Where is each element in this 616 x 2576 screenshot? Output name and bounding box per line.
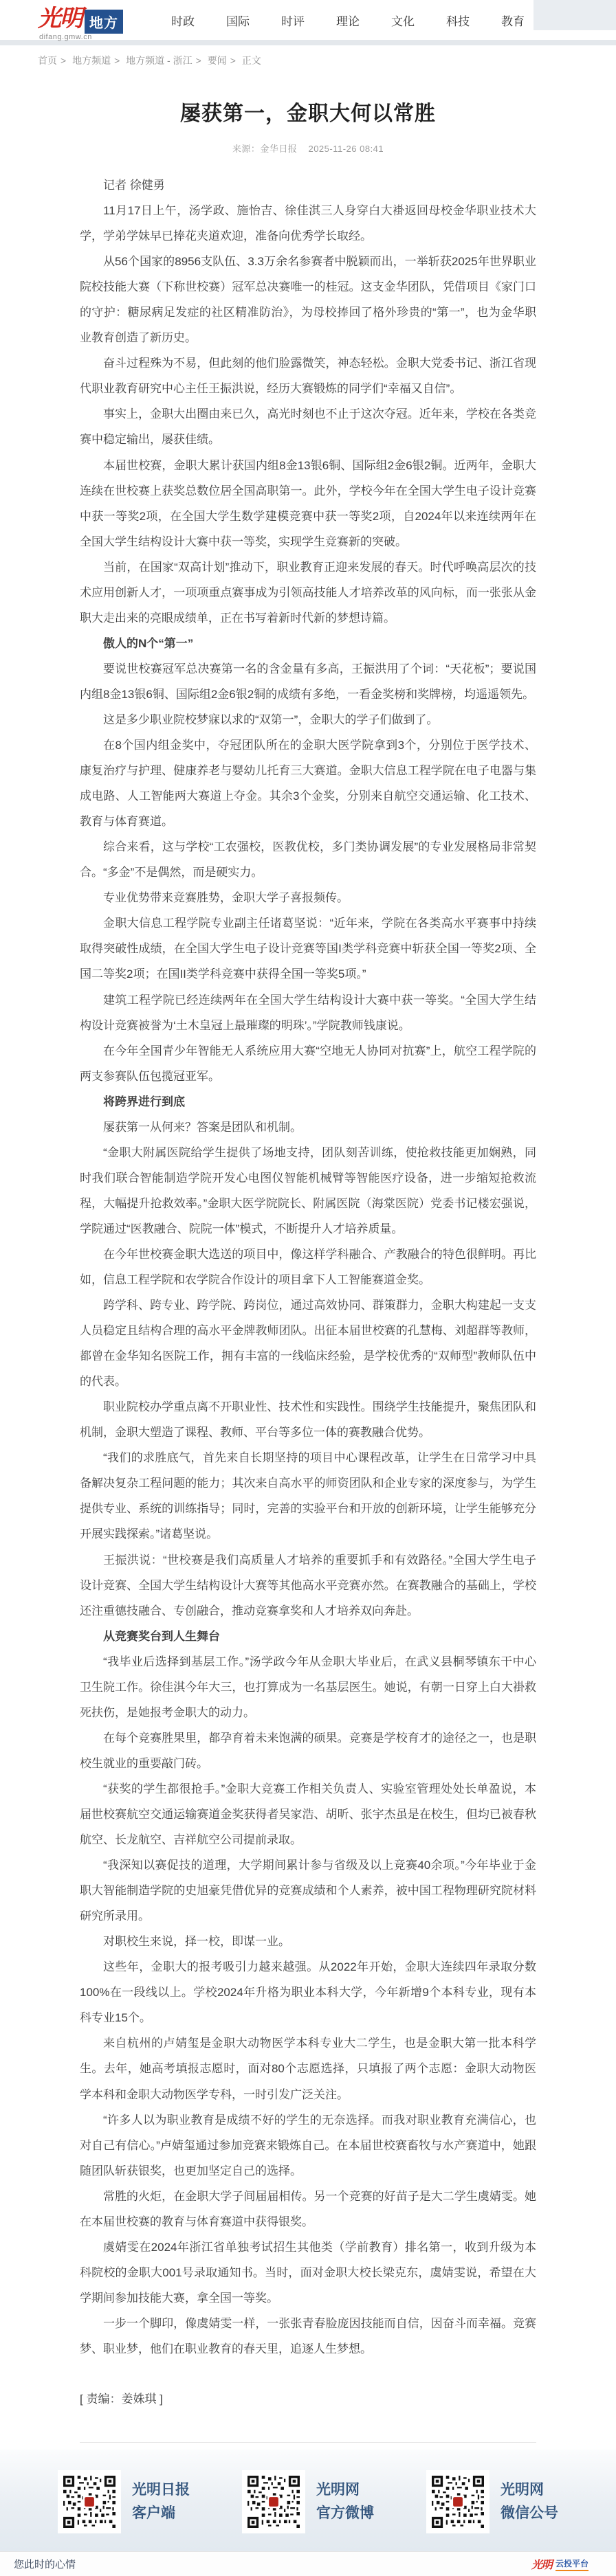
qr-card-label xyxy=(500,2478,558,2524)
article-paragraph: 从56个国家的8956支队伍、3.3万余名参赛者中脱颖而出，一举斩获2025年世界职业院校技能大赛（下称世校赛）冠军总决赛唯一的桂冠。这支金华团队，凭借项目《家门口的守护：糖尿病足发症的社区精准防治》，为母校捧回了格外珍贵的“第一”，也为金华职业教育创造了新历史。 xyxy=(80,255,536,345)
nav-item[interactable]: 科技 xyxy=(446,14,470,28)
article-paragraph: 屡获第一从何来？答案是团队和机制。 xyxy=(103,1120,302,1134)
article-paragraph: “我们的求胜底气，首先来自长期坚持的项目中心课程改革，让学生在日常学习中具备解决复杂工程问题的能力；其次来自高水平的师资团队和企业专家的深度参与，为学生提供专业、系统的训练指导；同时，完善的实验平台和开放的创新环境，让学生能够充分开展实践探索。”诸葛坚说。 xyxy=(80,1451,536,1541)
header-right-panel xyxy=(534,0,616,30)
breadcrumb-separator: > xyxy=(114,55,120,66)
article-paragraph: 从竞赛奖台到人生舞台 xyxy=(103,1629,220,1643)
qr-card xyxy=(426,2470,558,2533)
article-container xyxy=(0,74,616,2450)
bottom-bar xyxy=(0,2551,616,2576)
article-paragraph: “获奖的学生都很抢手。”金职大竞赛工作相关负责人、实验室管理处处长单盈说，本届世校赛航空交通运输赛道金奖获得者吴家浩、胡昕、张宇杰虽是在校生，但均已被春秋航空、长龙航空、吉祥航空公司提前录取。 xyxy=(80,1782,536,1847)
article-paragraph: 将跨界进行到底 xyxy=(103,1095,185,1108)
article-paragraph: “我毕业后选择到基层工作。”汤学政今年从金职大毕业后，在武义县桐琴镇东干中心卫生院工作。徐佳淇今年大三，也打算成为一名基层医生。她说，有朝一日穿上白大褂救死扶伤，是她报考金职大的动力。 xyxy=(80,1655,536,1719)
breadcrumb-link[interactable]: 首页 xyxy=(38,55,57,66)
article-footer-divider xyxy=(80,2442,536,2443)
article-paragraph: 常胜的火炬，在金职大学子间届届相传。另一个竞赛的好苗子是大二学生虞婧雯。她在本届世校赛的教育与体育赛道中获得银奖。 xyxy=(80,2189,536,2228)
qr-label-line2: 客户端 xyxy=(132,2505,175,2522)
source-label: 来源：金华日报 xyxy=(232,144,298,154)
site-header xyxy=(0,0,616,40)
article-paragraph: 综合来看，这与学校“工农强校，医教优校，多门类协调发展”的专业发展格局非常契合。“多金”不是偶然，而是硬实力。 xyxy=(80,840,536,880)
article-paragraph: [ 责编：姜姝琪 ] xyxy=(80,2393,163,2406)
page-title: 屡获第一，金职大何以常胜 xyxy=(180,102,436,125)
nav-item[interactable]: 教育 xyxy=(501,14,525,28)
article-paragraph: 在今年全国青少年智能无人系统应用大赛“空地无人协同对抗赛”上，航空工程学院的两支参赛队伍包揽冠亚军。 xyxy=(80,1044,536,1083)
article-paragraph: 事实上，金职大出圈由来已久，高光时刻也不止于这次夺冠。近年来，学校在各类竞赛中稳定输出，屡获佳绩。 xyxy=(80,407,536,447)
article-paragraph: 当前，在国家“双高计划”推动下，职业教育正迎来发展的春天。时代呼唤高层次的技术应用创新人才，一项项重点赛事成为引领高技能人才培养改革的风向标，而一张张从金职大走出来的亮眼成绩单，正在书写着新时代新的梦想诗篇。 xyxy=(80,560,536,625)
logo-domain-text: difang.gmw.cn xyxy=(39,32,92,41)
nav-item[interactable]: 时评 xyxy=(281,14,305,28)
breadcrumb-separator: > xyxy=(195,55,201,66)
article-paragraph: 在今年世校赛金职大选送的项目中，像这样学科融合、产教融合的特色很鲜明。再比如，信息工程学院和农学院合作设计的项目拿下人工智能赛道金奖。 xyxy=(80,1247,536,1287)
article-paragraph: 王振洪说：“世校赛是我们高质量人才培养的重要抓手和有效路径。”全国大学生电子设计竞赛、全国大学生结构设计大赛等其他高水平竞赛亦然。在赛教融合的基础上，学校还注重德技融合、专创融合，推动竞赛拿奖和人才培养双向奔赴。 xyxy=(80,1553,536,1617)
publish-datetime: 2025-11-26 08:41 xyxy=(308,144,384,154)
article-paragraph: 奋斗过程殊为不易，但此刻的他们脸露微笑，神态轻松。金职大党委书记、浙江省现代职业教育研究中心主任王振洪说，经历大赛锻炼的同学们“幸福又自信”。 xyxy=(80,357,536,396)
breadcrumb-separator: > xyxy=(230,55,236,66)
site-logo[interactable] xyxy=(38,4,123,41)
nav-item[interactable]: 文化 xyxy=(391,14,415,28)
article-paragraph: 一步一个脚印，像虞婧雯一样，一张张青春脸庞因技能而自信，因奋斗而幸福。竞赛梦、职业梦，他们在职业教育的春天里，追逐人生梦想。 xyxy=(80,2316,536,2355)
article-paragraph: “许多人以为职业教育是成绩不好的学生的无奈选择。而我对职业教育充满信心，也对自己有信心。”卢婧玺通过参加竞赛来锻炼自己。在本届世校赛畜牧与水产赛道中，她跟随团队斩获银奖，也更加坚定自己的选择。 xyxy=(80,2113,536,2177)
qr-code-icon xyxy=(58,2470,121,2533)
article-paragraph: “我深知以赛促技的道理，大学期间累计参与省级及以上竞赛40余项。”今年毕业于金职大智能制造学院的史旭豪凭借优异的竞赛成绩和个人素养，被中国工程物理研究院材料研究所录用。 xyxy=(80,1859,536,1923)
breadcrumb-link[interactable]: 地方频道 xyxy=(72,55,111,66)
qr-code-icon xyxy=(426,2470,490,2533)
breadcrumb xyxy=(0,45,616,74)
qr-label-line2: 微信公号 xyxy=(500,2505,558,2522)
article-paragraph: 本届世校赛，金职大累计获国内组8金13银6铜、国际组2金6银2铜。近两年，金职大连续在世校赛上获奖总数位居全国高职第一。此外，学校今年在全国大学生电子设计竞赛中获一等奖2项，在全国大学生数学建模竞赛中获一等奖2项，自2024年以来连续两年在全国大学生结构设计大赛中获一等奖，实现学生竞赛新的突破。 xyxy=(80,458,536,548)
article-paragraph: 记者 徐健勇 xyxy=(103,179,165,192)
breadcrumb-link[interactable]: 正文 xyxy=(241,55,261,66)
main-nav xyxy=(171,12,525,29)
qr-label-line1: 光明日报 xyxy=(132,2481,190,2498)
bottom-logo[interactable] xyxy=(531,2556,588,2572)
breadcrumb-link[interactable]: 地方频道 - 浙江 xyxy=(126,55,192,66)
nav-item[interactable]: 国际 xyxy=(226,14,250,28)
article-paragraph: 虞婧雯在2024年浙江省单独考试招生其他类（学前教育）排名第一，收到升级为本科院校的金职大001号录取通知书。当时，面对金职大校长梁克东，虞婧雯说，希望在大学期间参加技能大赛，拿全国一等奖。 xyxy=(80,2240,536,2305)
difang-badge: 地方 xyxy=(85,10,123,34)
article-paragraph: “金职大附属医院给学生提供了场地支持，团队刻苦训练，使抢救技能更加娴熟，同时我们联合智能制造学院开发心电图仪智能机械臂等智能医疗设备，进一步缩短抢救流程，大幅提升抢救效率。”金职大医学院院长、附属医院（海棠医院）党委书记楼宏强说，学院通过“医教融合、院院一体”模式，不断提升人才培养质量。 xyxy=(80,1145,536,1235)
qr-code-icon xyxy=(242,2470,305,2533)
qr-card-label xyxy=(316,2478,374,2524)
guangming-mini-logo-script: 光明 xyxy=(531,2558,552,2572)
qr-label-line1: 光明网 xyxy=(500,2481,544,2498)
site-footer xyxy=(0,2450,616,2551)
article-paragraph: 在8个国内组金奖中，夺冠团队所在的金职大医学院拿到3个，分别位于医学技术、康复治疗与护理、健康养老与婴幼儿托育三大赛道。金职大信息工程学院在电子电器与集成电路、人工智能两大赛道上夺金。其余3个金奖，分别来自航空交通运输、化工技术、教育与体育赛道。 xyxy=(80,739,536,829)
header-divider xyxy=(0,40,616,45)
qr-label-line1: 光明网 xyxy=(316,2481,360,2498)
article-paragraph: 傲人的N个“第一” xyxy=(103,636,194,650)
article-paragraph: 这是多少职业院校梦寐以求的“双第一”，金职大的学子们做到了。 xyxy=(103,713,439,726)
article-meta xyxy=(80,142,536,155)
article-paragraph: 专业优势带来竞赛胜势，金职大学子喜报频传。 xyxy=(103,891,349,905)
article-paragraph: 跨学科、跨专业、跨学院、跨岗位，通过高效协同、群策群力，金职大构建起一支支人员稳定且结构合理的高水平金牌教师团队。出征本届世校赛的孔慧梅、刘超群等教师，都曾在金华知名医院工作，拥有丰富的一线临床经验，是学校优秀的“双师型”教师队伍中的代表。 xyxy=(80,1299,536,1389)
nav-item[interactable]: 理论 xyxy=(336,14,360,28)
article-paragraph: 这些年，金职大的报考吸引力越来越强。从2022年开始，金职大连续四年录取分数100%在一段线以上。学校2024年升格为职业本科大学，今年新增9个本科专业，现有本科专业15个。 xyxy=(80,1960,536,2025)
article-paragraph: 要说世校赛冠军总决赛第一名的含金量有多高，王振洪用了个词：“天花板”；要说国内组8金13银6铜、国际组2金6银2铜的成绩有多绝，一看金奖榜和奖牌榜，均遥遥领先。 xyxy=(80,662,536,701)
article-paragraph: 对职校生来说，择一校，即谋一业。 xyxy=(103,1935,290,1949)
guangming-logo-script: 光明 xyxy=(38,4,82,32)
article-paragraph: 建筑工程学院已经连续两年在全国大学生结构设计大赛中获一等奖。“全国大学生结构设计竞赛被誉为‘土木皇冠上最璀璨的明珠’。”学院教师钱康说。 xyxy=(80,993,536,1032)
qr-card xyxy=(58,2470,190,2533)
article-body xyxy=(80,172,536,2412)
article-paragraph: 来自杭州的卢婧玺是金职大动物医学本科专业大二学生，也是金职大第一批本科学生。去年，她高考填报志愿时，面对80个志愿选择，只填报了两个志愿：金职大动物医学本科和金职大动物医学专科，一时引发广泛关注。 xyxy=(80,2037,536,2101)
article-paragraph: 11月17日上午，汤学政、施怡吉、徐佳淇三人身穿白大褂返回母校金华职业技术大学，学弟学妹早已捧花夹道欢迎，准备向优秀学长取经。 xyxy=(80,204,536,243)
mood-label: 您此时的心情 xyxy=(14,2559,76,2571)
qr-card xyxy=(242,2470,374,2533)
breadcrumb-link[interactable]: 要闻 xyxy=(207,55,227,66)
cloud-platform-logo-text: 云投平台 xyxy=(556,2557,588,2571)
nav-item[interactable]: 时政 xyxy=(171,14,195,28)
article-paragraph: 金职大信息工程学院专业副主任诸葛坚说：“近年来，学院在各类高水平赛事中持续取得突破性成绩，在全国大学生电子设计竞赛等国I类学科竞赛中斩获全国一等奖2项、全国二等奖2项；在国II类学科竞赛中获得全国一等奖5项。” xyxy=(80,917,536,981)
qr-label-line2: 官方微博 xyxy=(316,2505,374,2522)
breadcrumb-separator: > xyxy=(60,55,67,66)
qr-card-label xyxy=(132,2478,190,2524)
article-paragraph: 在每个竞赛胜果里，都孕育着未来饱满的硕果。竞赛是学校育才的途径之一，也是职校生就业的重要敲门砖。 xyxy=(80,1731,536,1770)
article-paragraph: 职业院校办学重点离不开职业性、技术性和实践性。围绕学生技能提升，聚焦团队和机制，金职大塑造了课程、教师、平台等多位一体的赛教融合优势。 xyxy=(80,1400,536,1440)
